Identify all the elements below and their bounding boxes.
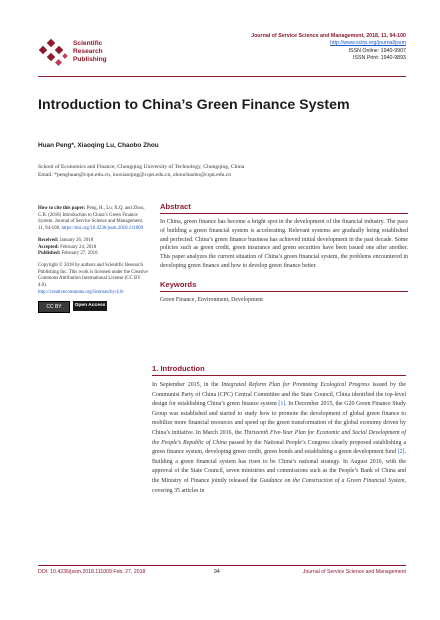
publisher-name: Scientific Research Publishing (73, 40, 107, 63)
intro-text-1: In September 2015, in the (152, 382, 222, 388)
publisher-logo (38, 38, 128, 68)
dates-block (38, 238, 148, 258)
open-access-badge: Open Access (73, 301, 107, 311)
accepted-date: February 24, 2018 (60, 244, 97, 250)
license-link[interactable]: http://creativecommons.org/licenses/by/4.0/ (38, 289, 124, 295)
published-date: February 27, 2018 (61, 251, 98, 257)
license-badges (38, 301, 148, 313)
published-label: Published: (38, 251, 61, 257)
journal-url-link[interactable]: http://www.scirp.org/journal/jssm (330, 40, 406, 47)
abstract-heading: Abstract (160, 202, 191, 211)
received-date: January 26, 2018 (59, 237, 94, 243)
journal-citation: Journal of Service Science and Management, 2018, 11, 94-100 (251, 33, 406, 39)
introduction-body (152, 381, 406, 496)
footer-journal-name: Journal of Service Science and Management (302, 569, 406, 575)
keywords-divider (160, 291, 408, 292)
footer-divider (38, 565, 406, 566)
cite-text: Peng, H., Lu, X.Q. and Zhou, C.B. (2018) Introduction to China’s Green Finance System. Journal of Service Science and Management, 11, 94-100. (38, 206, 145, 232)
author-emails: Email: *penghuan@cqut.edu.cn, luoxiaoqing@cqut.edu.cn, zhouchaobo@cqut.edu.cn (38, 172, 232, 178)
doi-link[interactable]: https://doi.org/10.4236/jssm.2018.111009 (61, 226, 144, 232)
journal-info (251, 33, 406, 62)
issn-print: ISSN Print: 1940-9893 (353, 54, 406, 61)
introduction-divider (152, 375, 406, 376)
intro-text-3: . In December 2015, the G20 Green Finance Study Group was established and started to study how to promote the development of global green finance to mobilize more financial resources and speed up the green transformation of the global economy driven by China’s initiative. In March 2016, the (152, 401, 406, 436)
author-affiliation (38, 163, 244, 179)
abstract-divider (160, 213, 408, 214)
keywords-heading: Keywords (160, 279, 197, 289)
reference-link-1[interactable]: [1] (278, 401, 286, 408)
publisher-logo-icon (38, 38, 70, 68)
intro-text-6: , covering 35 articles in (152, 477, 406, 494)
citation-block (38, 206, 148, 233)
accepted-label: Accepted: (38, 244, 59, 250)
intro-text-2: issued by the Communist Party of China (CPC) Central Committee and the State Council, China identified the top-level design for establishing China’s green finance system (152, 382, 406, 408)
abstract-text: In China, green finance has become a bright spot in the development of the financial industry. The pace of building a green financial system is accelerating. Relevant systems are gradually being established and perfected. China’s green finance business has achieved initial development in the past decade. Some policies such as green credit, green insurance and green securities have been issued one after another. This paper analyzes the current situation of China’s green financial system, the problems encountered in developing green finance and how to develop green finance better. (160, 219, 408, 269)
paper-authors: Huan Peng*, Xiaoqing Lu, Chaobo Zhou (38, 142, 159, 149)
paper-title: Introduction to China’s Green Finance System (38, 97, 350, 113)
introduction-heading: 1. Introduction (152, 364, 205, 373)
page-number: 94 (214, 569, 220, 575)
abstract-column (160, 202, 408, 304)
header-divider (38, 76, 406, 77)
keywords-text: Green Finance, Environment, Development (160, 296, 263, 303)
intro-italic-plan: Integrated Reform Plan for Promoting Ecological Progress (221, 382, 370, 388)
cc-by-badge[interactable]: CC BY (38, 301, 70, 313)
intro-text-4: passed by the National People’s Congress clearly proposed establishing a green finance system, developing green credit, green bonds and establishing a green development fund (152, 439, 406, 456)
copyright-text: Copyright © 2018 by authors and Scientific Research Publishing Inc. This work is licensed under the Creative Commons Attribution International License (CC BY 4.0). (38, 262, 148, 289)
received-label: Received: (38, 237, 59, 243)
intro-italic-guidance: Guidance on the Construction of a Green Financial System (259, 477, 405, 484)
intro-text-5: . Building a green financial system has risen to be China’s national strategy. In August 2016, with the approval of the State Council, seven ministries and commissions such as the People’s Bank of China and the Ministry of Finance jointly released the (152, 449, 406, 484)
copyright-block (38, 263, 148, 297)
cite-label: How to cite this paper: (38, 206, 86, 211)
issn-online: ISSN Online: 1940-9907 (348, 47, 406, 54)
affiliation-text: School of Economics and Finance, Chongqing University of Technology, Chongqing, China (38, 164, 245, 170)
article-sidebar (38, 206, 148, 313)
reference-link-2[interactable]: [2] (397, 449, 405, 456)
intro-italic-five-year-plan: Thirteenth Five-Year Plan for Economic and Social Development of the People’s Republic of China (152, 429, 406, 446)
footer-doi-date: DOI: 10.4236/jssm.2018.111009 Feb. 27, 2018 (38, 569, 146, 575)
